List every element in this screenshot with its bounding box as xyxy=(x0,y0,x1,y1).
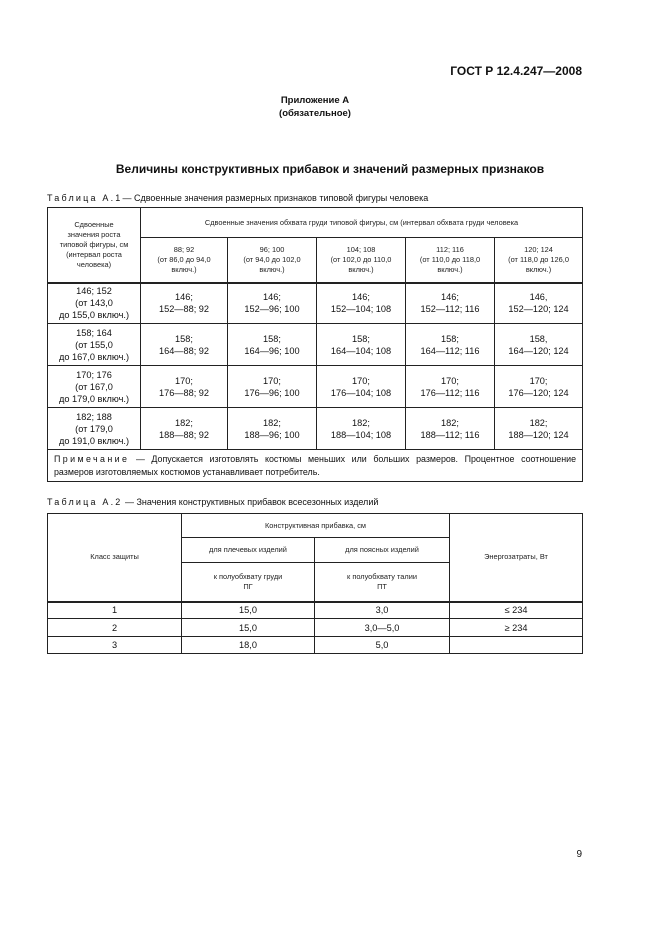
allowance-header: Конструктивная прибавка, см xyxy=(182,514,450,538)
col-l1: 88; 92 xyxy=(173,244,195,254)
row-header-line: человека) xyxy=(76,259,112,269)
size-line: 176—120; 124 xyxy=(508,387,569,398)
size-line: 152—96; 100 xyxy=(244,304,300,315)
size-line: 164—120; 124 xyxy=(508,345,569,356)
pg-cell: 15,0 xyxy=(182,602,315,619)
height-line: до 191,0 включ.) xyxy=(58,435,130,446)
pt-cell: 5,0 xyxy=(315,637,450,654)
pt-cell: 3,0 xyxy=(315,602,450,619)
size-line: 146; xyxy=(175,292,193,303)
table-row xyxy=(48,366,583,408)
table-row xyxy=(48,602,583,619)
chest-column-header xyxy=(228,238,317,283)
table1-caption-prefix: Таблица А.1 xyxy=(47,193,123,203)
size-line: 158, xyxy=(529,333,548,344)
size-line: 170; xyxy=(529,375,548,386)
size-cell xyxy=(228,283,317,324)
size-line: 182; xyxy=(352,417,370,428)
pt-cell: 3,0—5,0 xyxy=(315,619,450,637)
size-line: 158; xyxy=(175,333,193,344)
size-line: 152—104; 108 xyxy=(330,304,392,315)
note-prefix: Примечание xyxy=(54,454,130,464)
height-line: (от 143,0 xyxy=(75,298,113,309)
size-cell xyxy=(495,366,583,408)
size-line: 188—104; 108 xyxy=(330,429,392,440)
table2-caption xyxy=(47,497,378,507)
size-line: 170; xyxy=(263,375,281,386)
chest-column-header xyxy=(317,238,406,283)
size-line: 188—96; 100 xyxy=(244,429,300,440)
page-number: 9 xyxy=(576,849,582,860)
class-cell: 3 xyxy=(48,637,182,654)
waist-half-code: ПТ xyxy=(377,581,387,591)
table-height-chest xyxy=(47,207,583,482)
height-line: (от 155,0 xyxy=(75,339,113,350)
size-line: 146; xyxy=(263,292,281,303)
col-l3: включ.) xyxy=(259,264,285,274)
chest-half-header xyxy=(182,563,315,602)
section-title: Величины конструктивных прибавок и значений размерных признаков xyxy=(115,162,545,176)
size-cell xyxy=(406,366,495,408)
table1-caption-text: — Сдвоенные значения размерных признаков типовой фигуры человека xyxy=(122,193,429,203)
size-cell xyxy=(141,408,228,450)
table-row xyxy=(48,283,583,324)
size-line: 188—88; 92 xyxy=(158,429,210,440)
pg-cell: 18,0 xyxy=(182,637,315,654)
col-l3: включ.) xyxy=(525,264,552,274)
chest-group-header: Сдвоенные значения обхвата груди типовой фигуры, см (интервал обхвата груди человека xyxy=(141,208,583,238)
size-cell xyxy=(228,324,317,366)
size-cell xyxy=(317,283,406,324)
col-l2: (от 94,0 до 102,0 xyxy=(243,254,301,264)
energy-cell: ≤ 234 xyxy=(450,602,583,619)
height-line: 158; 164 xyxy=(76,327,112,338)
table1-note xyxy=(48,450,583,482)
energy-cell xyxy=(450,637,583,654)
waist-header: для поясных изделий xyxy=(315,538,450,563)
size-line: 176—96; 100 xyxy=(244,387,300,398)
height-cell xyxy=(48,283,141,324)
table1-caption xyxy=(47,193,428,203)
class-cell: 2 xyxy=(48,619,182,637)
energy-cell: ≥ 234 xyxy=(450,619,583,637)
size-line: 146; xyxy=(352,292,370,303)
size-line: 170; xyxy=(352,375,370,386)
shoulder-header: для плечевых изделий xyxy=(182,538,315,563)
size-line: 164—104; 108 xyxy=(330,345,392,356)
size-line: 146, xyxy=(529,292,548,303)
table-row xyxy=(48,619,583,637)
table-allowances xyxy=(47,513,583,654)
size-line: 164—112; 116 xyxy=(420,345,480,356)
col-l2: (от 102,0 до 110,0 xyxy=(330,254,392,264)
chest-column-header xyxy=(141,238,228,283)
waist-half-label: к полуобхвату талии xyxy=(347,571,417,581)
table2-caption-text: — Значения конструктивных прибавок всесезонных изделий xyxy=(122,497,379,507)
col-l1: 104; 108 xyxy=(346,244,376,254)
size-cell xyxy=(406,324,495,366)
size-line: 146; xyxy=(441,292,459,303)
size-cell xyxy=(406,408,495,450)
appendix-heading xyxy=(215,94,415,120)
size-cell xyxy=(406,283,495,324)
note-text: — Допускается изготовлять костюмы меньших или больших размеров. Процентное соотношение размеров изготовляемых костюмов устанавливает потребитель. xyxy=(54,454,577,477)
chest-column-header xyxy=(495,238,583,283)
size-cell xyxy=(141,366,228,408)
height-line: 182; 188 xyxy=(76,411,112,422)
height-line: 170; 176 xyxy=(76,369,112,380)
chest-half-code: ПГ xyxy=(243,581,253,591)
size-cell xyxy=(228,366,317,408)
size-cell xyxy=(495,408,583,450)
row-header-line: (интервал роста xyxy=(66,249,122,259)
size-line: 182; xyxy=(441,417,459,428)
table-row xyxy=(48,637,583,654)
size-line: 176—88; 92 xyxy=(158,387,210,398)
size-line: 164—96; 100 xyxy=(244,345,300,356)
size-line: 158; xyxy=(263,333,281,344)
size-cell xyxy=(495,283,583,324)
size-cell xyxy=(495,324,583,366)
pg-cell: 15,0 xyxy=(182,619,315,637)
size-line: 188—112; 116 xyxy=(420,429,480,440)
height-line: (от 179,0 xyxy=(75,423,113,434)
waist-half-header xyxy=(315,563,450,602)
height-cell xyxy=(48,324,141,366)
size-line: 176—104; 108 xyxy=(330,387,392,398)
row-header-cell xyxy=(48,208,141,283)
size-cell xyxy=(317,366,406,408)
size-line: 158; xyxy=(352,333,370,344)
size-line: 164—88; 92 xyxy=(158,345,210,356)
size-cell xyxy=(228,408,317,450)
height-line: до 155,0 включ.) xyxy=(58,310,130,321)
size-line: 182; xyxy=(529,417,548,428)
size-line: 176—112; 116 xyxy=(420,387,480,398)
size-line: 152—112; 116 xyxy=(420,304,480,315)
size-cell xyxy=(141,283,228,324)
col-l2: (от 110,0 до 118,0 xyxy=(419,254,481,264)
class-cell: 1 xyxy=(48,602,182,619)
chest-column-header xyxy=(406,238,495,283)
class-header: Класс защиты xyxy=(48,514,182,602)
col-l2: (от 86,0 до 94,0 xyxy=(157,254,211,264)
height-line: (от 167,0 xyxy=(75,381,113,392)
size-line: 182; xyxy=(263,417,281,428)
size-cell xyxy=(317,408,406,450)
table2-caption-prefix: Таблица А.2 xyxy=(47,497,123,507)
appendix-title: Приложение А xyxy=(280,95,350,106)
height-line: до 179,0 включ.) xyxy=(58,393,130,404)
height-cell xyxy=(48,366,141,408)
size-line: 170; xyxy=(441,375,459,386)
col-l1: 96; 100 xyxy=(259,244,285,254)
chest-half-label: к полуобхвату груди xyxy=(213,571,283,581)
col-l1: 112; 116 xyxy=(436,244,464,254)
row-header-line: Сдвоенные xyxy=(74,219,114,229)
size-line: 170; xyxy=(175,375,193,386)
col-l1: 120; 124 xyxy=(524,244,553,254)
col-l3: включ.) xyxy=(348,264,374,274)
size-cell xyxy=(141,324,228,366)
height-line: 146; 152 xyxy=(76,286,112,297)
size-line: 152—88; 92 xyxy=(158,304,210,315)
height-cell xyxy=(48,408,141,450)
row-header-line: значения роста xyxy=(67,229,121,239)
size-cell xyxy=(317,324,406,366)
row-header-line: типовой фигуры, см xyxy=(59,239,129,249)
table-row xyxy=(48,408,583,450)
table-row xyxy=(48,324,583,366)
size-line: 188—120; 124 xyxy=(508,429,569,440)
energy-header: Энергозатраты, Вт xyxy=(450,514,583,602)
height-line: до 167,0 включ.) xyxy=(58,351,130,362)
size-line: 182; xyxy=(175,417,193,428)
col-l3: включ.) xyxy=(171,264,197,274)
col-l3: включ.) xyxy=(437,264,463,274)
size-line: 152—120; 124 xyxy=(508,304,569,315)
document-code: ГОСТ Р 12.4.247—2008 xyxy=(450,64,582,78)
col-l2: (от 118,0 до 126,0 xyxy=(508,254,569,264)
size-line: 158; xyxy=(441,333,459,344)
appendix-subtitle: (обязательное) xyxy=(279,108,351,119)
